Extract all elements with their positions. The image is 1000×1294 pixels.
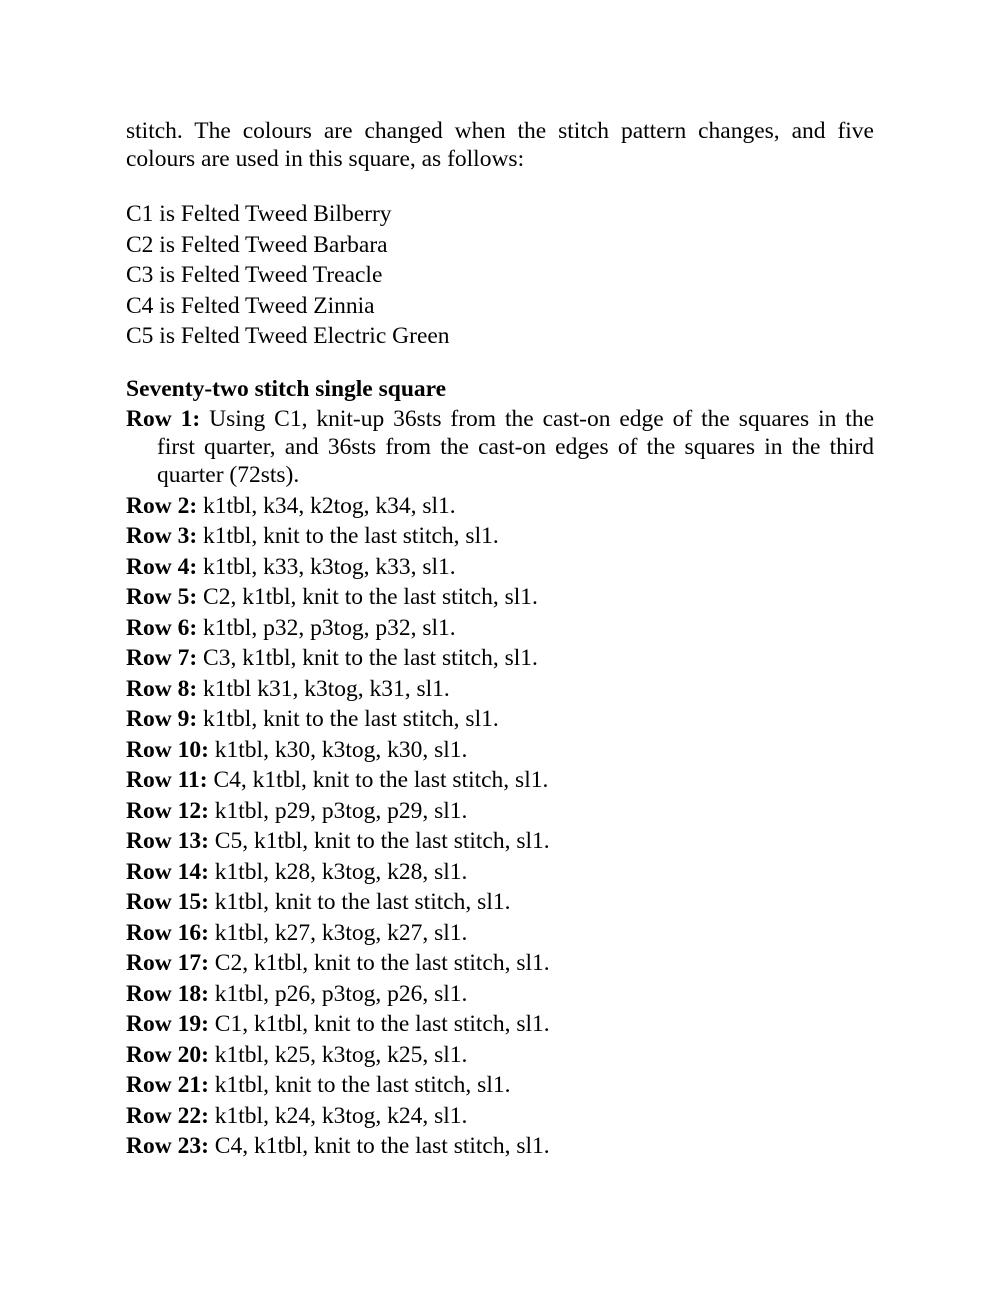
row-instruction [126,404,874,491]
row-label: Row 21: [126,1072,209,1098]
row-instruction [126,643,874,674]
row-instruction [126,979,874,1010]
row-text: C2, k1tbl, knit to the last stitch, sl1. [214,950,550,976]
row-label: Row 19: [126,1011,209,1037]
row-label: Row 10: [126,736,209,763]
row-label: Row 22: [126,1102,209,1129]
colour-item: C5 is Felted Tweed Electric Green [126,323,450,349]
row-text: k1tbl, p29, p3tog, p29, sl1. [214,797,468,824]
row-label: Row 8: [126,675,198,702]
row-instruction [126,674,874,705]
row-text: k1tbl, k27, k3tog, k27, sl1. [214,919,468,946]
row-label: Row 11: [126,767,208,793]
row-text: k1tbl, k28, k3tog, k28, sl1. [214,858,468,885]
row-instruction [126,704,874,735]
row-instruction [126,735,874,766]
row-text: k1tbl, knit to the last stitch, sl1. [214,889,511,915]
row-label: Row 5: [126,584,198,610]
row-text: k1tbl, k24, k3tog, k24, sl1. [214,1102,468,1129]
row-text: k1tbl k31, k3tog, k31, sl1. [203,675,450,702]
row-instructions [126,404,874,1162]
row-instruction [126,1101,874,1132]
row-text: C5, k1tbl, knit to the last stitch, sl1. [214,828,550,854]
row-label: Row 12: [126,797,209,824]
row-instruction [126,948,874,979]
row-instruction [126,765,874,796]
row-instruction [126,1040,874,1071]
row-text: k1tbl, p32, p3tog, p32, sl1. [203,614,456,641]
row-instruction [126,887,874,918]
row-label: Row 18: [126,980,209,1007]
colour-item: C2 is Felted Tweed Barbara [126,231,388,258]
section-title: Seventy-two stitch single square [126,375,447,402]
row-instruction [126,491,874,522]
colour-item: C3 is Felted Tweed Treacle [126,262,383,288]
row-label: Row 4: [126,553,198,580]
row-text: Using C1, knit-up 36sts from the cast-on edge of the squares in the first quarter, and 36sts from the cast-on edges of the squares in the third quarter (72sts). [157,406,875,488]
row-instruction [126,1131,874,1162]
row-instruction [126,552,874,583]
row-label: Row 13: [126,828,209,854]
row-text: C3, k1tbl, knit to the last stitch, sl1. [203,645,538,671]
colour-list [126,199,874,352]
colour-item: C1 is Felted Tweed Bilberry [126,201,392,227]
row-text: k1tbl, knit to the last stitch, sl1. [214,1072,511,1098]
row-label: Row 2: [126,492,198,519]
row-text: C4, k1tbl, knit to the last stitch, sl1. [214,1133,550,1159]
row-label: Row 7: [126,645,198,671]
row-text: k1tbl, k30, k3tog, k30, sl1. [214,736,468,763]
row-text: C4, k1tbl, knit to the last stitch, sl1. [213,767,549,793]
row-instruction [126,582,874,613]
row-label: Row 15: [126,889,209,915]
row-instruction [126,826,874,857]
row-instruction [126,1070,874,1101]
row-text: C1, k1tbl, knit to the last stitch, sl1. [214,1011,550,1037]
document-page [126,117,874,1162]
row-label: Row 6: [126,614,198,641]
intro-paragraph: stitch. The colours are changed when the stitch pattern changes, and five colours are used in this square, as follows: [126,118,874,172]
row-instruction [126,918,874,949]
row-text: k1tbl, p26, p3tog, p26, sl1. [214,980,468,1007]
row-label: Row 9: [126,706,198,732]
row-label: Row 3: [126,523,198,549]
row-label: Row 1: [126,406,201,432]
row-label: Row 16: [126,919,209,946]
row-label: Row 17: [126,950,209,976]
row-label: Row 23: [126,1133,209,1159]
row-instruction [126,796,874,827]
row-label: Row 14: [126,858,209,885]
row-text: k1tbl, k25, k3tog, k25, sl1. [214,1041,468,1068]
colour-item: C4 is Felted Tweed Zinnia [126,292,375,319]
row-instruction [126,521,874,552]
row-label: Row 20: [126,1041,209,1068]
row-text: k1tbl, knit to the last stitch, sl1. [203,523,499,549]
row-text: k1tbl, k34, k2tog, k34, sl1. [203,492,456,519]
row-text: C2, k1tbl, knit to the last stitch, sl1. [203,584,538,610]
row-instruction [126,613,874,644]
row-instruction [126,1009,874,1040]
row-text: k1tbl, k33, k3tog, k33, sl1. [203,553,456,580]
row-text: k1tbl, knit to the last stitch, sl1. [203,706,499,732]
row-instruction [126,857,874,888]
